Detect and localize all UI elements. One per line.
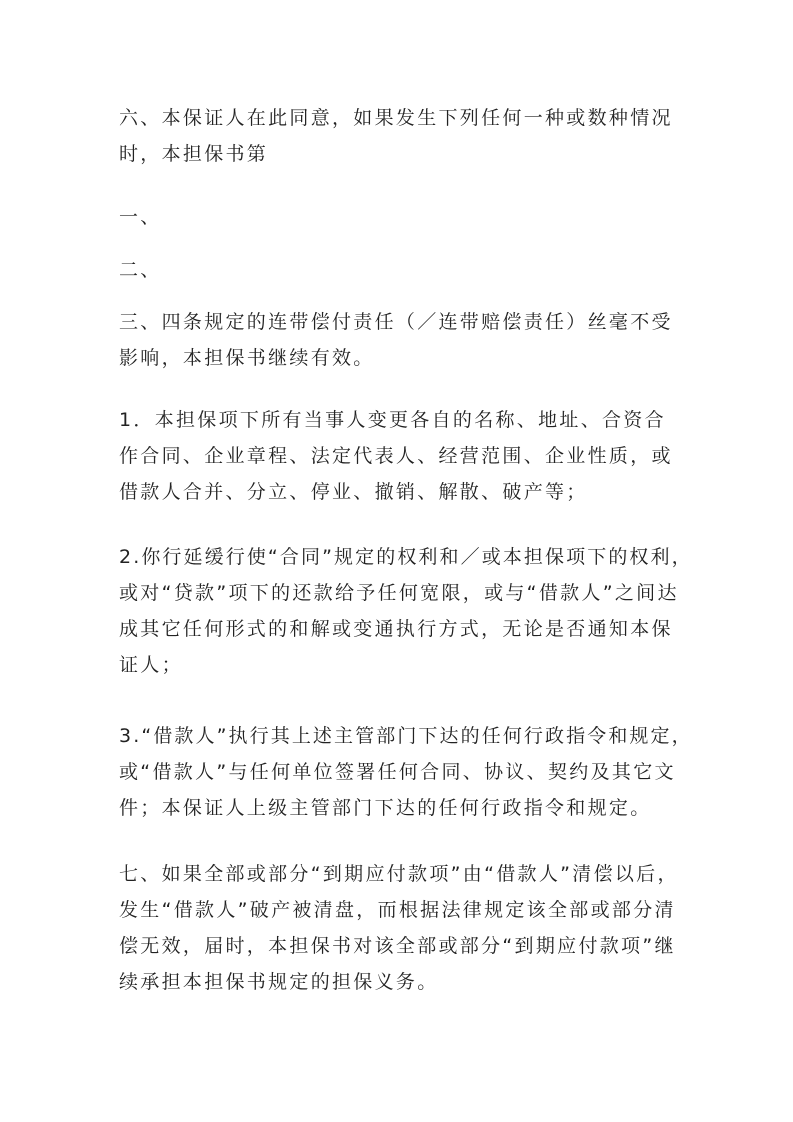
paragraph-item-1 <box>119 199 679 235</box>
text-line: 三、四条规定的连带偿付责任（／连带赔偿责任）丝毫不受 <box>119 311 673 333</box>
paragraph-clause-3 <box>119 718 693 826</box>
paragraph-7 <box>119 856 679 1000</box>
text-line: 3.“借款人”执行其上述主管部门下达的任何行政指令和规定， <box>119 725 693 747</box>
text-line: 六、本保证人在此同意，如果发生下列任何一种或数种情况 <box>119 107 673 129</box>
text-line: 续承担本担保书规定的担保义务。 <box>119 971 439 993</box>
text-line: 作合同、企业章程、法定代表人、经营范围、企业性质，或 <box>119 445 673 467</box>
text-line: 发生“借款人”破产被清盘，而根据法律规定该全部或部分清 <box>119 899 676 921</box>
paragraph-item-3-4 <box>119 304 679 376</box>
paragraph-clause-2 <box>119 539 693 683</box>
text-line: 2.你行延缓行使“合同”规定的权利和／或本担保项下的权利， <box>119 546 693 568</box>
text-line: 或“借款人”与任何单位签署任何合同、协议、契约及其它文 <box>119 761 676 783</box>
text-line: 件；本保证人上级主管部门下达的任何行政指令和规定。 <box>119 797 652 819</box>
text-line: 证人； <box>119 654 183 676</box>
text-line: 二、 <box>119 259 162 281</box>
text-line: 借款人合并、分立、停业、撤销、解散、破产等； <box>119 481 588 503</box>
text-line: 偿无效，届时，本担保书对该全部或部分“到期应付款项”继 <box>119 935 676 957</box>
text-line: 成其它任何形式的和解或变通执行方式，无论是否通知本保 <box>119 618 673 640</box>
paragraph-clause-1 <box>119 402 679 510</box>
text-line: 影响，本担保书继续有效。 <box>119 347 375 369</box>
text-line: 时，本担保书第 <box>119 143 269 165</box>
paragraph-6-intro <box>119 100 679 172</box>
text-line: 或对“贷款”项下的还款给予任何宽限，或与“借款人”之间达 <box>119 582 679 604</box>
text-line: 1．本担保项下所有当事人变更各自的名称、地址、合资合 <box>119 409 666 431</box>
text-line: 一、 <box>119 206 162 228</box>
text-line: 七、如果全部或部分“到期应付款项”由“借款人”清偿以后， <box>119 863 679 885</box>
paragraph-item-2 <box>119 252 679 288</box>
